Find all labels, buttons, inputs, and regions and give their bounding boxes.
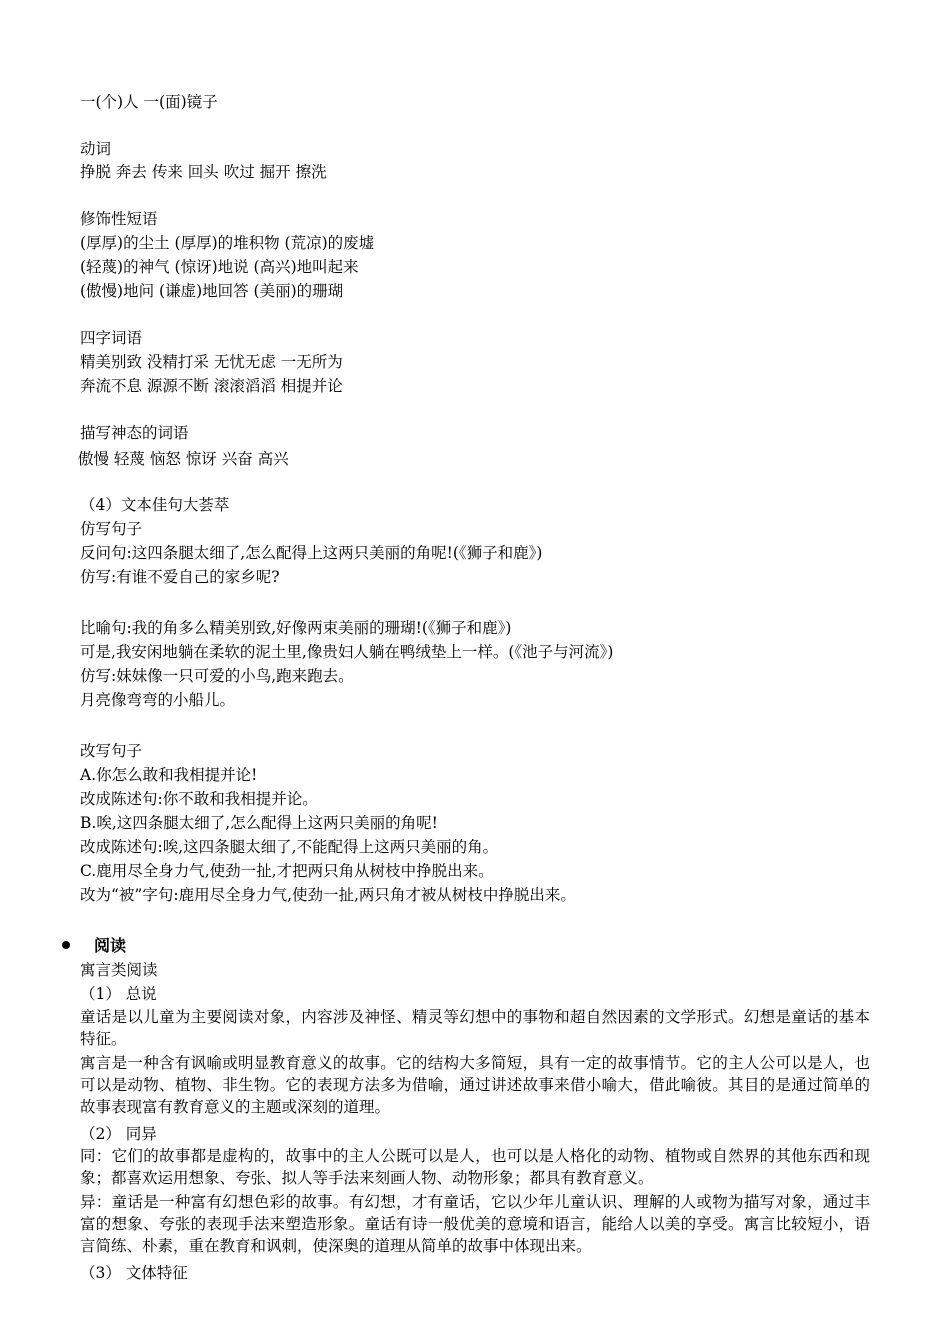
fable-heading: 寓言类阅读 — [80, 961, 158, 979]
rewrite-c-answer: 改为“被”字句:鹿用尽全身力气,使劲一扯,两只角才被从树枝中挣脱出来。 — [80, 886, 576, 904]
verbs-list: 挣脱 奔去 传来 回头 吹过 掘开 擦洗 — [80, 163, 327, 181]
rewrite-heading: 改写句子 — [80, 742, 143, 760]
section-3-heading: （3） 文体特征 — [80, 1264, 188, 1282]
rewrite-a-answer: 改成陈述句:你不敢和我相提并论。 — [80, 790, 318, 808]
modifier-line-3: (傲慢)地问 (谦虚)地回答 (美丽)的珊瑚 — [80, 282, 344, 300]
four-char-heading: 四字词语 — [80, 329, 143, 347]
rewrite-b: B.唉,这四条腿太细了,怎么配得上这两只美丽的角呢! — [80, 814, 438, 832]
simile-imitation-2: 月亮像弯弯的小船儿。 — [80, 691, 236, 709]
bullet-icon — [62, 941, 70, 949]
simile-2: 可是,我安闲地躺在柔软的泥土里,像贵妇人躺在鸭绒垫上一样。(《池子与河流》) — [80, 643, 614, 661]
rhetorical-imitation: 仿写:有谁不爱自己的家乡呢? — [80, 568, 280, 586]
four-char-line-2: 奔流不息 源源不断 滚滚滔滔 相提并论 — [80, 377, 343, 395]
mood-words: 傲慢 轻蔑 恼怒 惊讶 兴奋 高兴 — [78, 450, 289, 468]
fable-definition: 寓言是一种含有讽喻或明显教育意义的故事。它的结构大多简短，具有一定的故事情节。它的主人公可以是人，也可以是动物、植物、非生物。它的表现方法多为借喻，通过讲述故事来借小喻大，借此喻彼。其目的是通过简单的故事表现富有教育意义的主题或深刻的道理。 — [80, 1054, 870, 1116]
imitate-heading: 仿写句子 — [80, 520, 143, 538]
verbs-heading: 动词 — [80, 140, 112, 158]
rhetorical-question: 反问句:这四条腿太细了,怎么配得上这两只美丽的角呢!(《狮子和鹿》) — [80, 544, 543, 562]
rewrite-b-answer: 改成陈述句:唉,这四条腿太细了,不能配得上这两只美丽的角。 — [80, 838, 499, 856]
section-4-heading: （4）文本佳句大荟萃 — [80, 496, 230, 514]
similarities-paragraph: 同：它们的故事都是虚构的，故事中的主人公既可以是人，也可以是人格化的动物、植物或自然界的其他东西和现象；都喜欢运用想象、夸张、拟人等手法来刻画人物、动物形象；都具有教育意义。 — [80, 1147, 870, 1187]
reading-title: 阅读 — [94, 936, 127, 955]
simile-imitation-1: 仿写:妹妹像一只可爱的小鸟,跑来跑去。 — [80, 667, 354, 685]
rewrite-a: A.你怎么敢和我相提并论! — [80, 766, 258, 784]
reading-heading — [62, 935, 126, 957]
modifier-line-2: (轻蔑)的神气 (惊讶)地说 (高兴)地叫起来 — [80, 258, 359, 276]
simile-1: 比喻句:我的角多么精美别致,好像两束美丽的珊瑚!(《狮子和鹿》) — [80, 619, 512, 637]
modifier-heading: 修饰性短语 — [80, 210, 158, 228]
four-char-line-1: 精美别致 没精打采 无忧无虑 一无所为 — [80, 353, 343, 371]
mood-heading: 描写神态的词语 — [80, 424, 189, 442]
measure-words: 一(个)人 一(面)镜子 — [80, 93, 218, 111]
differences-paragraph: 异：童话是一种富有幻想色彩的故事。有幻想，才有童话，它以少年儿童认识、理解的人或物为描写对象，通过丰富的想象、夸张的表现手法来塑造形象。童话有诗一般优美的意境和语言，能给人以美的享受。寓言比较短小，语言简练、朴素，重在教育和讽刺，使深奥的道理从简单的故事中体现出来。 — [80, 1193, 870, 1255]
fairy-tale-definition: 童话是以儿童为主要阅读对象，内容涉及神怪、精灵等幻想中的事物和超自然因素的文学形式。幻想是童话的基本特征。 — [80, 1008, 870, 1048]
modifier-line-1: (厚厚)的尘土 (厚厚)的堆积物 (荒凉)的废墟 — [80, 234, 375, 252]
rewrite-c: C.鹿用尽全身力气,使劲一扯,才把两只角从树枝中挣脱出来。 — [80, 862, 494, 880]
section-2-heading: （2） 同异 — [80, 1125, 157, 1143]
section-1-heading: （1） 总说 — [80, 985, 157, 1003]
